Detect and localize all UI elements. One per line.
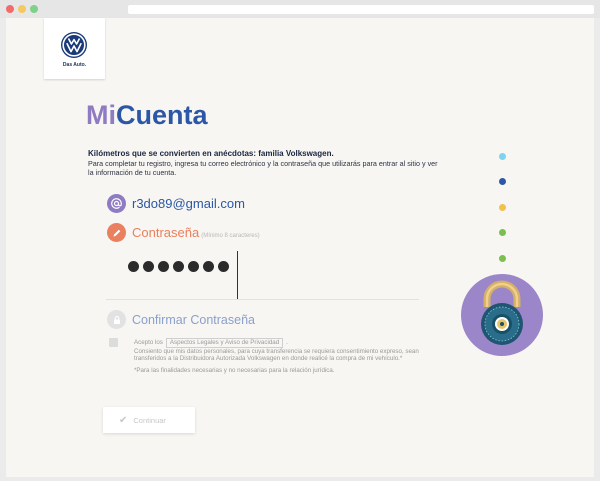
- password-mask-dot: [218, 261, 229, 272]
- text-cursor: [237, 251, 238, 300]
- intro-heading: Kilómetros que se convierten en anécdotas: familia Volkswagen.: [88, 149, 334, 158]
- title-cuenta: Cuenta: [116, 100, 208, 130]
- step-indicator-1: [499, 153, 506, 160]
- email-field[interactable]: r3do89@gmail.com: [132, 196, 245, 211]
- password-hint: (Mínimo 8 caracteres): [201, 233, 260, 239]
- step-indicator-4: [499, 229, 506, 236]
- browser-chrome: [0, 0, 600, 18]
- password-mask-dot: [128, 261, 139, 272]
- confirm-password-field[interactable]: Confirmar Contraseña: [132, 313, 255, 327]
- step-indicator-2: [499, 178, 506, 185]
- address-bar[interactable]: [128, 5, 594, 14]
- password-mask-dot: [203, 261, 214, 272]
- vw-emblem-icon: [60, 31, 88, 59]
- legal-link[interactable]: Aspectos Legales y Aviso de Privacidad: [166, 338, 283, 348]
- password-mask-dot: [173, 261, 184, 272]
- check-icon: ✔: [119, 414, 128, 426]
- lock-icon: [107, 310, 126, 329]
- field-divider: [106, 299, 419, 300]
- legal-checkbox[interactable]: [109, 338, 118, 347]
- password-label: [132, 225, 260, 240]
- close-window-button[interactable]: [6, 5, 14, 13]
- continue-button[interactable]: [103, 407, 195, 433]
- minimize-window-button[interactable]: [18, 5, 26, 13]
- password-label-text: Contraseña: [132, 225, 200, 240]
- password-field[interactable]: [128, 261, 229, 272]
- padlock-icon: [461, 274, 543, 356]
- legal-text: [134, 338, 434, 374]
- password-mask-dot: [158, 261, 169, 272]
- maximize-window-button[interactable]: [30, 5, 38, 13]
- logo-tagline: Das Auto.: [62, 62, 87, 68]
- legal-suffix: .: [286, 339, 288, 346]
- page: [6, 18, 594, 477]
- padlock-badge: [461, 274, 543, 356]
- at-icon: [107, 194, 126, 213]
- pencil-icon: [107, 223, 126, 242]
- vw-logo[interactable]: [44, 18, 105, 79]
- page-title: [86, 100, 208, 131]
- intro-body: Para completar tu registro, ingresa tu correo electrónico y la contraseña que utilizarás para entrar al sitio y ver la información de tu cuenta.: [88, 159, 438, 177]
- step-indicator-3: [499, 204, 506, 211]
- password-mask-dot: [188, 261, 199, 272]
- legal-consent: Consiento que mis datos personales, para cuya transferencia se requiera consentimiento expreso, sean transferidos a la Distribuidora Autorizada Volkswagen en donde realicé la compra de mi vehículo.*: [134, 347, 419, 363]
- continue-label: Continuar: [133, 415, 166, 425]
- legal-footnote: *Para las finalidades necesarias y no necesarias para la relación jurídica.: [134, 366, 335, 374]
- password-mask-dot: [143, 261, 154, 272]
- title-mi: Mi: [86, 100, 116, 130]
- step-indicator-5: [499, 255, 506, 262]
- legal-prefix: Acepto los: [134, 339, 163, 346]
